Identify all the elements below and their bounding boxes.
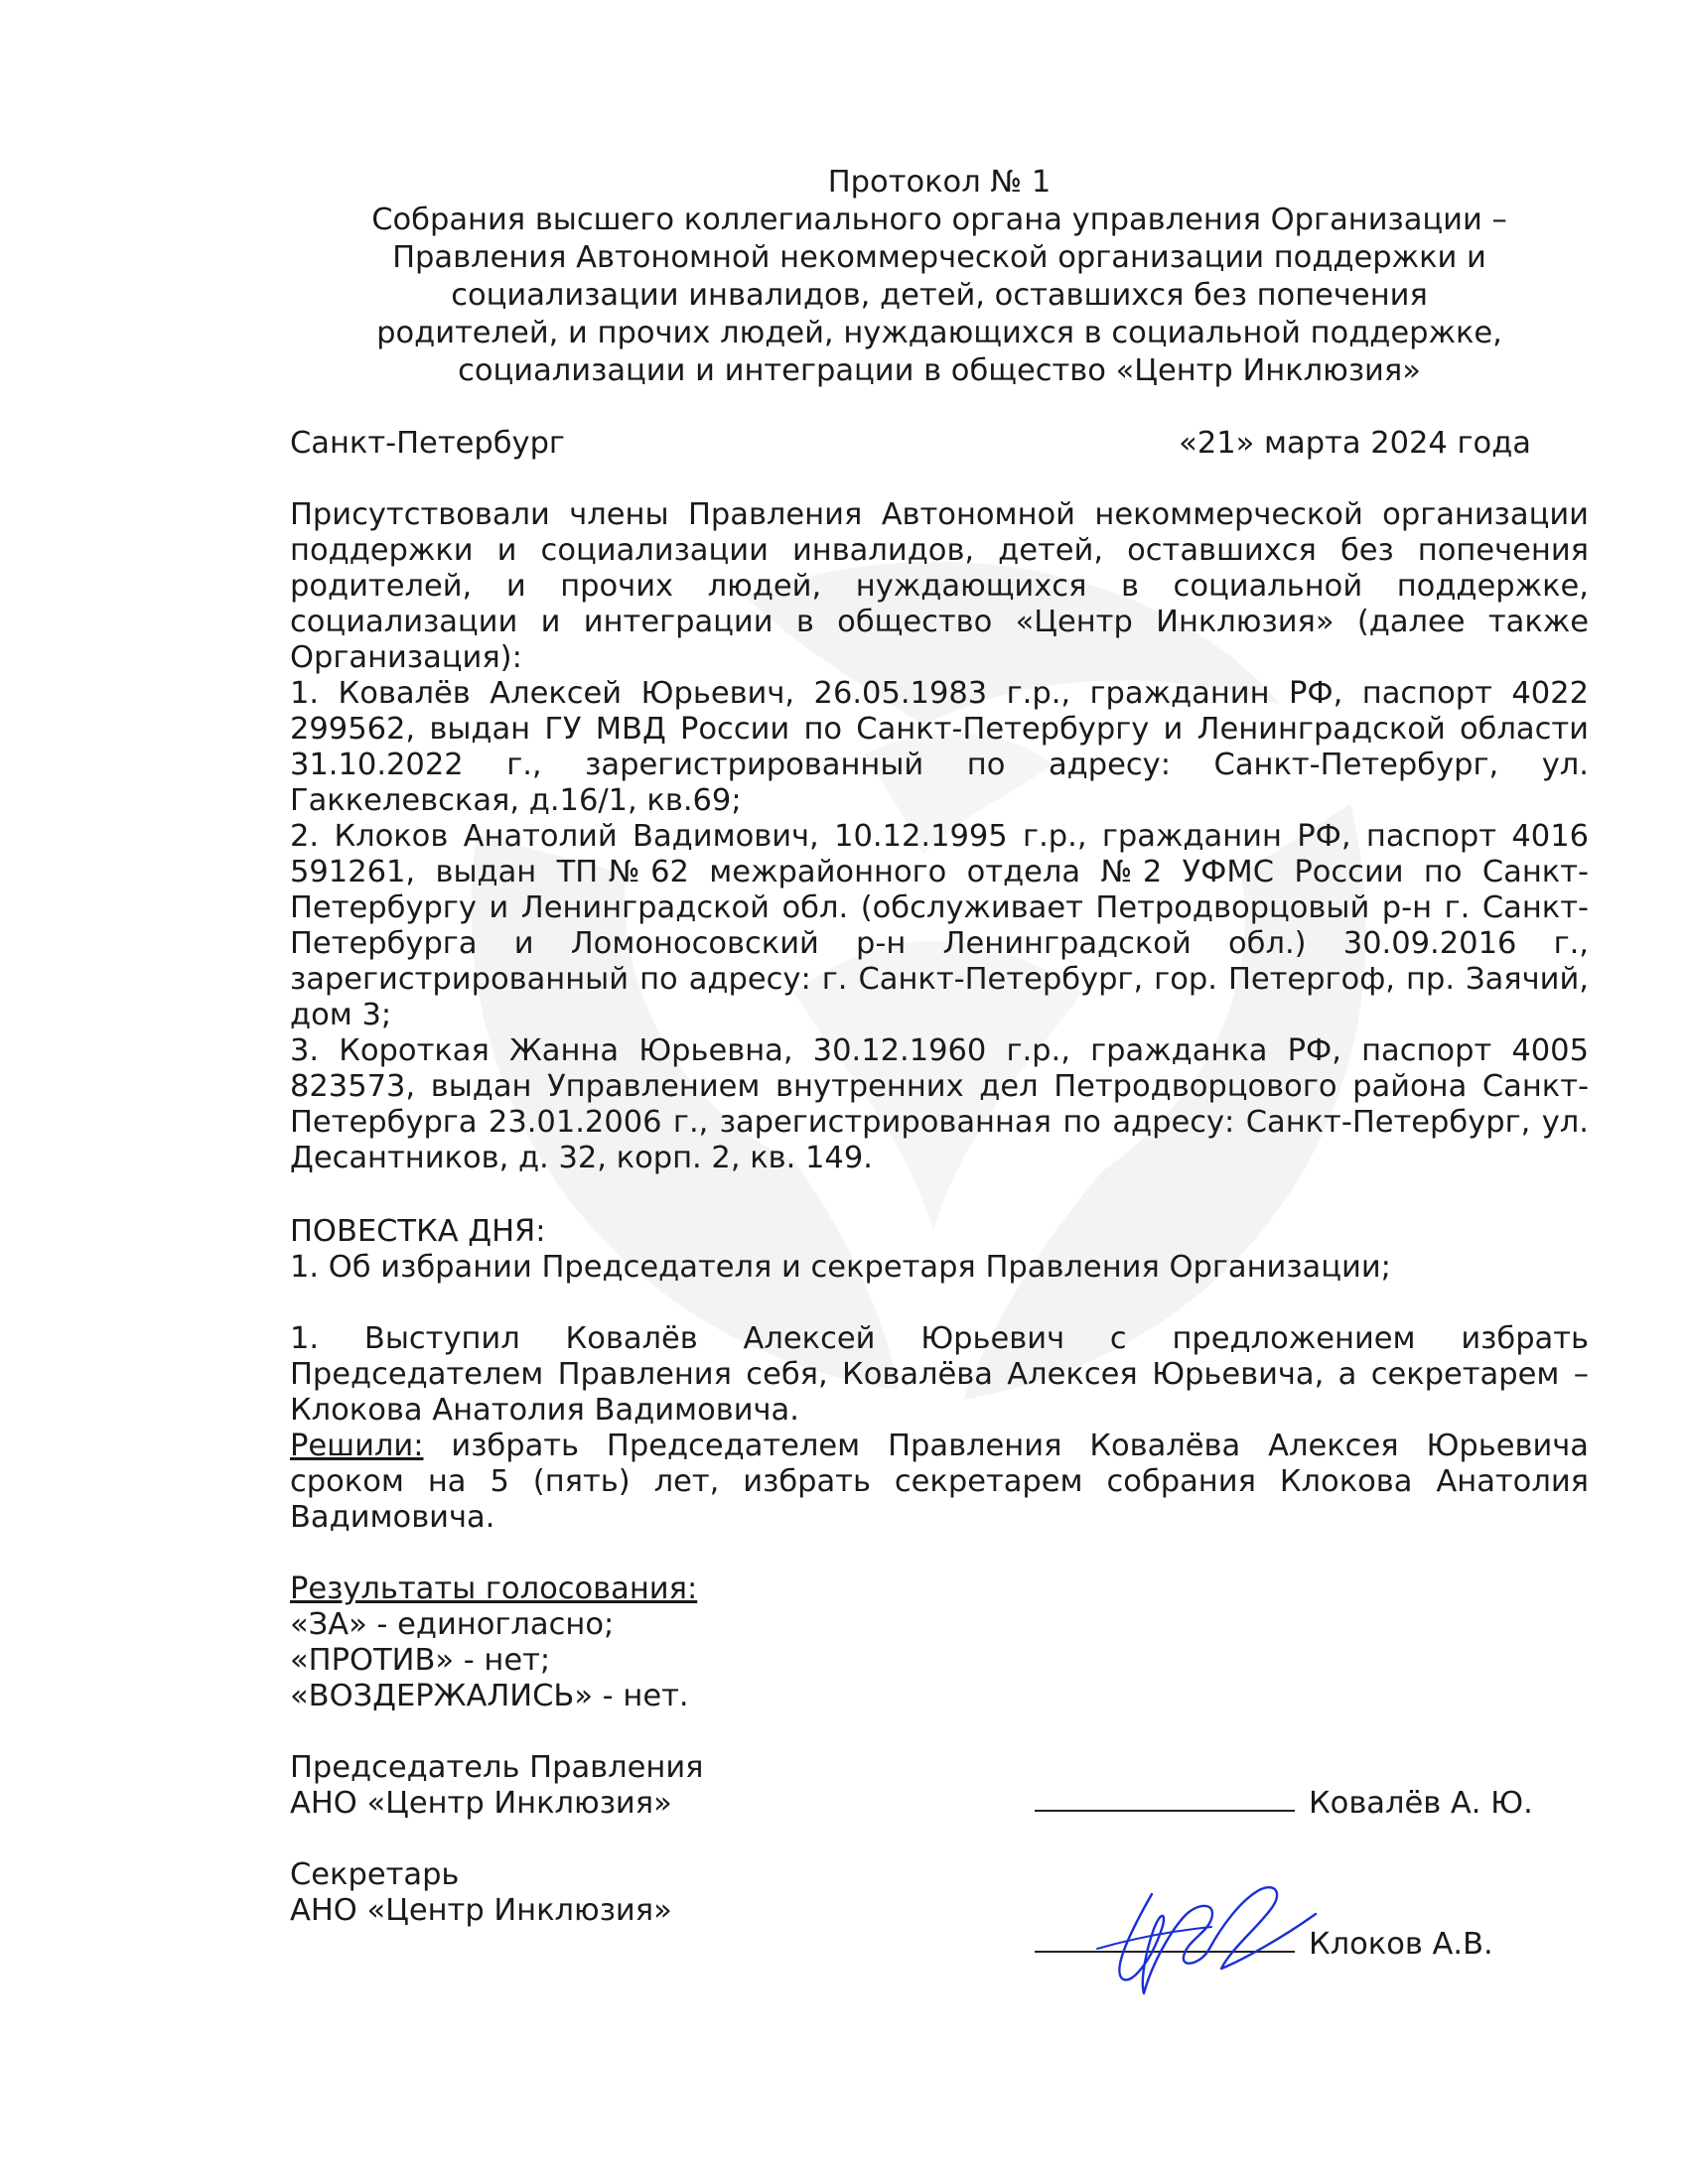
- secretary-org: АНО «Центр Инклюзия»: [290, 1893, 672, 1928]
- chair-org: АНО «Центр Инклюзия»: [290, 1786, 672, 1821]
- document-page: [290, 164, 1589, 2048]
- chair-role: Председатель Правления: [290, 1750, 704, 1785]
- handwritten-signature: [1092, 1869, 1321, 2003]
- title-line: социализации и интеграции в общество «Центр Инклюзия»: [458, 353, 1421, 388]
- vote-for: «ЗА» - единогласно;: [290, 1607, 615, 1642]
- document-title: [290, 164, 1589, 390]
- speech-text: 1. Выступил Ковалёв Алексей Юрьевич с предложением избрать Председателем Правления себя, Ковалёва Алексея Юрьевича, а секретарем – Клокова Анатолия Вадимовича.: [290, 1321, 1589, 1428]
- voting-heading: Результаты голосования:: [290, 1571, 698, 1606]
- member-entry: 2. Клоков Анатолий Вадимович, 10.12.1995 г.р., гражданин РФ, паспорт 4016 591261, выдан ТП№62 межрайонного отдела №2 УФМС России по Санкт-Петербургу и Ленинградской обл. (обслуживает Петродворцовый р-н г. Санкт-Петербурга и Ломоносовский р-н Ленинградской обл.) 30.09.2016 г., зарегистрированный по адресу: г. Санкт-Петербург, гор. Петергоф, пр. Заячий, дом 3;: [290, 819, 1589, 1032]
- secretary-name: Клоков А.В.: [1309, 1927, 1493, 1962]
- secretary-signature-block: [290, 1857, 1589, 1929]
- decided-label: Решили:: [290, 1429, 424, 1463]
- title-line: социализации инвалидов, детей, оставшихся без попечения: [451, 278, 1428, 313]
- member-entry: 1. Ковалёв Алексей Юрьевич, 26.05.1983 г.р., гражданин РФ, паспорт 4022 299562, выдан ГУ МВД России по Санкт-Петербургу и Ленинградской области 31.10.2022 г., зарегистрированный по адресу: Санкт-Петербург, ул. Гаккелевская, д.16/1, кв.69;: [290, 676, 1589, 818]
- decided-text: избрать Председателем Правления Ковалёва Алексея Юрьевича сроком на 5 (пять) лет, избрать секретарем собрания Клокова Анатолия Вадимовича.: [290, 1429, 1589, 1535]
- agenda-heading: ПОВЕСТКА ДНЯ:: [290, 1214, 546, 1249]
- meeting-date: «21» марта 2024 года: [1179, 426, 1531, 461]
- member-entry: 3. Короткая Жанна Юрьевна, 30.12.1960 г.р., гражданка РФ, паспорт 4005 823573, выдан Управлением внутренних дел Петродворцового района Санкт-Петербурга 23.01.2006 г., зарегистрированная по адресу: Санкт-Петербург, ул. Десантников, д. 32, корп. 2, кв. 149.: [290, 1033, 1589, 1175]
- vote-abstained: «ВОЗДЕРЖАЛИСЬ» - нет.: [290, 1679, 689, 1713]
- chair-signature-line: [1035, 1810, 1295, 1812]
- signatures-section: [290, 1750, 1589, 2048]
- attendance-section: [290, 497, 1589, 1176]
- agenda-section: [290, 1214, 1589, 1286]
- voting-section: [290, 1571, 1589, 1714]
- agenda-item: 1. Об избрании Председателя и секретаря Правления Организации;: [290, 1250, 1391, 1285]
- title-line: Правления Автономной некоммерческой организации поддержки и: [392, 240, 1486, 275]
- title-line: родителей, и прочих людей, нуждающихся в социальной поддержке,: [376, 316, 1502, 350]
- city: Санкт-Петербург: [290, 426, 565, 461]
- decision: [290, 1429, 1589, 1536]
- place-and-date: [290, 425, 1531, 463]
- attendance-intro: Присутствовали члены Правления Автономной некоммерческой организации поддержки и социализации инвалидов, детей, оставшихся без попечения родителей, и прочих людей, нуждающихся в социальной поддержке, социализации и интеграции в общество «Центр Инклюзия» (далее также Организация):: [290, 497, 1589, 675]
- discussion-section: [290, 1321, 1589, 1536]
- chair-name: Ковалёв А. Ю.: [1309, 1786, 1533, 1821]
- vote-against: «ПРОТИВ» - нет;: [290, 1643, 551, 1678]
- title-line: Собрания высшего коллегиального органа управления Организации –: [371, 203, 1507, 237]
- secretary-role: Секретарь: [290, 1857, 460, 1892]
- protocol-number: Протокол № 1: [827, 165, 1052, 200]
